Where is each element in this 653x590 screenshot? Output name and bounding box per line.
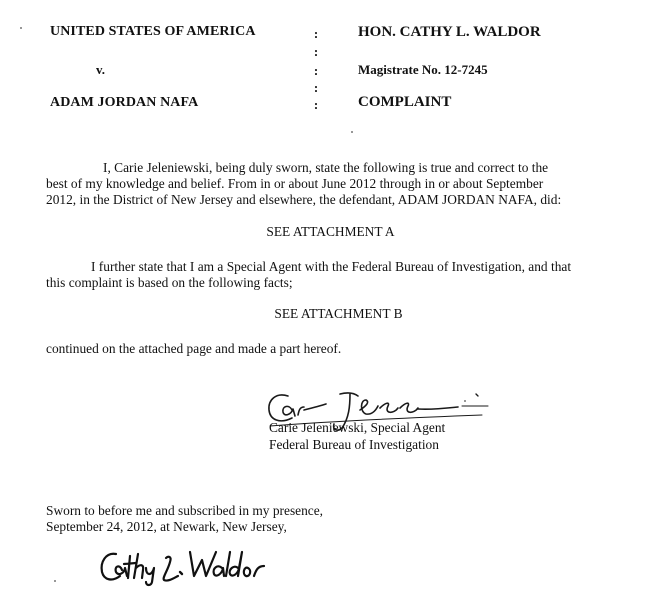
caption-magistrate-number: Magistrate No. 12-7245 bbox=[358, 62, 488, 77]
scan-speck bbox=[464, 400, 466, 402]
caption-versus: v. bbox=[96, 62, 106, 77]
caption-document-type: COMPLAINT bbox=[358, 94, 452, 110]
sworn-line-2: September 24, 2012, at Newark, New Jersey, bbox=[46, 519, 287, 534]
magistrate-signature bbox=[96, 546, 276, 590]
caption-colon: : bbox=[313, 63, 319, 78]
scan-speck bbox=[20, 27, 22, 29]
caption-judge: HON. CATHY L. WALDOR bbox=[358, 24, 541, 40]
see-attachment-a: SEE ATTACHMENT A bbox=[266, 224, 395, 239]
paragraph-1-line-3: 2012, in the District of New Jersey and elsewhere, the defendant, ADAM JORDAN NAFA, did: bbox=[46, 192, 562, 207]
signer-agency: Federal Bureau of Investigation bbox=[269, 437, 439, 452]
paragraph-1-line-1: I, Carie Jeleniewski, being duly sworn, state the following is true and correct to the bbox=[103, 160, 549, 175]
scan-speck bbox=[351, 131, 353, 133]
caption-colon: : bbox=[313, 80, 319, 95]
caption-colon: : bbox=[313, 26, 319, 41]
sworn-line-1: Sworn to before me and subscribed in my presence, bbox=[46, 503, 324, 518]
see-attachment-b: SEE ATTACHMENT B bbox=[274, 306, 403, 321]
signer-name-title: Carie Jeleniewski, Special Agent bbox=[269, 420, 446, 435]
caption-colon: : bbox=[313, 97, 319, 112]
scan-speck bbox=[54, 580, 56, 582]
paragraph-2-line-1: I further state that I am a Special Agent with the Federal Bureau of Investigation, and that bbox=[91, 259, 572, 274]
paragraph-2-line-2: this complaint is based on the following facts; bbox=[46, 275, 293, 290]
caption-plaintiff: UNITED STATES OF AMERICA bbox=[50, 24, 256, 39]
caption-defendant: ADAM JORDAN NAFA bbox=[50, 95, 199, 110]
paragraph-1-line-2: best of my knowledge and belief. From in or about June 2012 through in or about September bbox=[46, 176, 544, 191]
caption-colon: : bbox=[313, 44, 319, 59]
continued-statement: continued on the attached page and made a part hereof. bbox=[46, 341, 342, 356]
